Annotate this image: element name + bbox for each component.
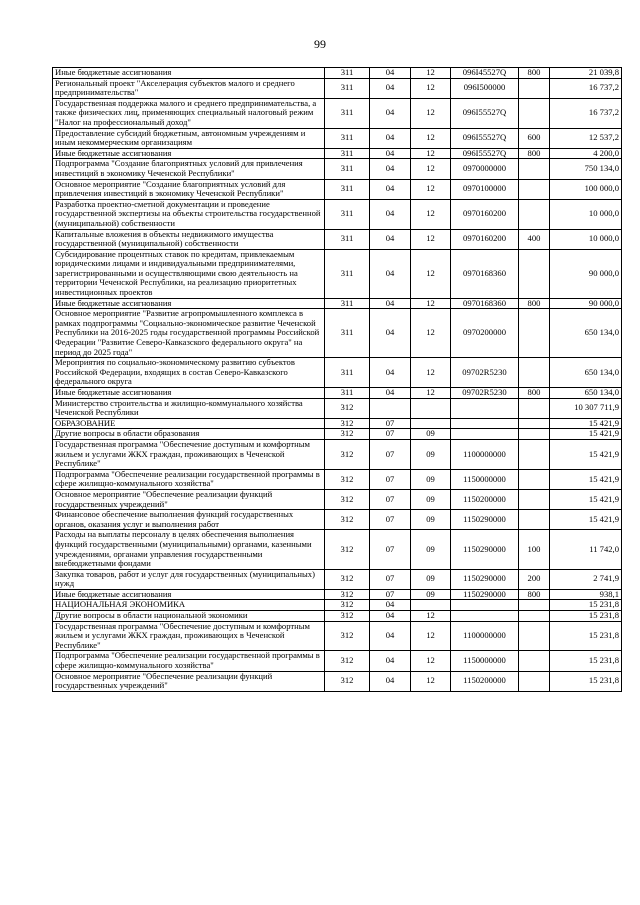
row-name: Министерство строительства и жилищно-коммунального хозяйства Чеченской Республики <box>53 398 325 418</box>
expense-type-code <box>519 429 550 440</box>
ved-code: 312 <box>325 611 370 622</box>
amount: 650 134,0 <box>550 388 622 399</box>
expense-type-code: 600 <box>519 128 550 148</box>
ved-code: 312 <box>325 439 370 469</box>
target-article-code: 0970200000 <box>451 309 519 358</box>
amount: 650 134,0 <box>550 309 622 358</box>
subsection-code: 12 <box>411 199 451 229</box>
section-code: 04 <box>370 68 411 79</box>
subsection-code: 09 <box>411 439 451 469</box>
row-name: Другие вопросы в области национальной экономики <box>53 611 325 622</box>
row-name: Подпрограмма "Обеспечение реализации государственной программы в сфере жилищно-коммунального хозяйства" <box>53 469 325 489</box>
target-article-code: 1150200000 <box>451 489 519 509</box>
subsection-code: 12 <box>411 159 451 179</box>
section-code: 04 <box>370 388 411 399</box>
table-row <box>53 199 622 229</box>
expense-type-code <box>519 309 550 358</box>
amount: 10 307 711,9 <box>550 398 622 418</box>
amount: 15 421,9 <box>550 418 622 429</box>
section-code: 07 <box>370 439 411 469</box>
target-article-code: 1150000000 <box>451 651 519 671</box>
table-row <box>53 78 622 98</box>
target-article-code: 0970160200 <box>451 229 519 249</box>
ved-code: 312 <box>325 569 370 589</box>
expense-type-code <box>519 398 550 418</box>
expense-type-code <box>519 358 550 388</box>
subsection-code: 12 <box>411 621 451 651</box>
expense-type-code: 800 <box>519 148 550 159</box>
amount: 16 737,2 <box>550 98 622 128</box>
section-code: 07 <box>370 569 411 589</box>
amount: 4 200,0 <box>550 148 622 159</box>
target-article-code: 096I45527Q <box>451 68 519 79</box>
row-name: Государственная поддержка малого и среднего предпринимательства, а также физических лиц, применяющих специальный налоговый режим "Налог на профессиональный доход" <box>53 98 325 128</box>
row-name: Финансовое обеспечение выполнения функций государственных органов, оказания услуг и выполнения работ <box>53 510 325 530</box>
ved-code: 312 <box>325 429 370 440</box>
amount: 11 742,0 <box>550 530 622 569</box>
expense-type-code: 800 <box>519 298 550 309</box>
amount: 15 231,8 <box>550 600 622 611</box>
subsection-code: 12 <box>411 249 451 298</box>
expense-type-code <box>519 159 550 179</box>
expense-type-code <box>519 78 550 98</box>
amount: 16 737,2 <box>550 78 622 98</box>
section-code: 04 <box>370 621 411 651</box>
ved-code: 312 <box>325 651 370 671</box>
subsection-code: 12 <box>411 358 451 388</box>
ved-code: 311 <box>325 159 370 179</box>
expense-type-code: 800 <box>519 388 550 399</box>
amount: 650 134,0 <box>550 358 622 388</box>
section-code: 04 <box>370 98 411 128</box>
subsection-code: 09 <box>411 429 451 440</box>
subsection-code <box>411 600 451 611</box>
amount: 15 231,8 <box>550 621 622 651</box>
amount: 15 421,9 <box>550 439 622 469</box>
target-article-code: 09702R5230 <box>451 358 519 388</box>
target-article-code: 1150290000 <box>451 530 519 569</box>
table-row <box>53 159 622 179</box>
section-code: 04 <box>370 600 411 611</box>
expense-type-code: 200 <box>519 569 550 589</box>
amount: 2 741,9 <box>550 569 622 589</box>
subsection-code: 12 <box>411 671 451 691</box>
table-row <box>53 68 622 79</box>
ved-code: 311 <box>325 98 370 128</box>
row-name: Государственная программа "Обеспечение доступным и комфортным жильем и услугами ЖКХ граждан, проживающих в Чеченской Республике" <box>53 621 325 651</box>
table-row <box>53 611 622 622</box>
table-row <box>53 148 622 159</box>
section-code: 07 <box>370 530 411 569</box>
section-code: 04 <box>370 298 411 309</box>
amount: 90 000,0 <box>550 249 622 298</box>
row-name: Субсидирование процентных ставок по кредитам, привлекаемым юридическими лицами и индивидуальными предпринимателями, зарегистрированными и осуществляющими свою деятельность на территории Чеченской Республики, на реализацию приоритетных инвестиционных проектов <box>53 249 325 298</box>
expense-type-code <box>519 179 550 199</box>
subsection-code: 12 <box>411 179 451 199</box>
table-row <box>53 388 622 399</box>
ved-code: 311 <box>325 199 370 229</box>
table-row <box>53 530 622 569</box>
amount: 15 231,8 <box>550 611 622 622</box>
row-name: Капитальные вложения в объекты недвижимого имущества государственной (муниципальной) собственности <box>53 229 325 249</box>
expense-type-code <box>519 489 550 509</box>
ved-code: 312 <box>325 398 370 418</box>
target-article-code: 1150290000 <box>451 589 519 600</box>
expense-type-code <box>519 199 550 229</box>
table-row <box>53 358 622 388</box>
row-name: Иные бюджетные ассигнования <box>53 388 325 399</box>
subsection-code <box>411 418 451 429</box>
target-article-code <box>451 418 519 429</box>
target-article-code: 1100000000 <box>451 439 519 469</box>
expense-type-code <box>519 469 550 489</box>
expense-type-code <box>519 418 550 429</box>
ved-code: 311 <box>325 128 370 148</box>
subsection-code: 12 <box>411 78 451 98</box>
subsection-code: 09 <box>411 589 451 600</box>
page-number: 99 <box>314 37 326 51</box>
amount: 100 000,0 <box>550 179 622 199</box>
target-article-code: 0970100000 <box>451 179 519 199</box>
amount: 15 421,9 <box>550 429 622 440</box>
row-name: Закупка товаров, работ и услуг для государственных (муниципальных) нужд <box>53 569 325 589</box>
amount: 938,1 <box>550 589 622 600</box>
ved-code: 311 <box>325 249 370 298</box>
amount: 15 231,8 <box>550 651 622 671</box>
row-name: НАЦИОНАЛЬНАЯ ЭКОНОМИКА <box>53 600 325 611</box>
target-article-code: 1150000000 <box>451 469 519 489</box>
target-article-code: 0970168360 <box>451 298 519 309</box>
section-code <box>370 398 411 418</box>
ved-code: 312 <box>325 418 370 429</box>
row-name: Другие вопросы в области образования <box>53 429 325 440</box>
subsection-code: 12 <box>411 611 451 622</box>
subsection-code: 12 <box>411 298 451 309</box>
row-name: ОБРАЗОВАНИЕ <box>53 418 325 429</box>
table-row <box>53 309 622 358</box>
amount: 750 134,0 <box>550 159 622 179</box>
ved-code: 311 <box>325 68 370 79</box>
subsection-code: 09 <box>411 530 451 569</box>
table-row <box>53 398 622 418</box>
section-code: 04 <box>370 199 411 229</box>
ved-code: 311 <box>325 229 370 249</box>
table-row <box>53 651 622 671</box>
row-name: Иные бюджетные ассигнования <box>53 148 325 159</box>
ved-code: 311 <box>325 388 370 399</box>
table-row <box>53 229 622 249</box>
subsection-code: 12 <box>411 68 451 79</box>
amount: 15 421,9 <box>550 469 622 489</box>
table-row <box>53 179 622 199</box>
expense-type-code <box>519 98 550 128</box>
table-row <box>53 600 622 611</box>
section-code: 04 <box>370 671 411 691</box>
subsection-code: 12 <box>411 651 451 671</box>
table-row <box>53 469 622 489</box>
target-article-code: 1100000000 <box>451 621 519 651</box>
section-code: 04 <box>370 249 411 298</box>
subsection-code: 12 <box>411 388 451 399</box>
ved-code: 312 <box>325 510 370 530</box>
row-name: Подпрограмма "Обеспечение реализации государственной программы в сфере жилищно-коммунального хозяйства" <box>53 651 325 671</box>
subsection-code <box>411 398 451 418</box>
section-code: 04 <box>370 358 411 388</box>
ved-code: 312 <box>325 469 370 489</box>
row-name: Расходы на выплаты персоналу в целях обеспечения выполнения функций государственными (муниципальными) органами, казенными учреждениями, органами управления государственными внебюджетными фондами <box>53 530 325 569</box>
amount: 15 421,9 <box>550 510 622 530</box>
ved-code: 311 <box>325 179 370 199</box>
ved-code: 312 <box>325 621 370 651</box>
section-code: 04 <box>370 611 411 622</box>
expense-type-code <box>519 600 550 611</box>
table-row <box>53 510 622 530</box>
expense-type-code <box>519 621 550 651</box>
amount: 10 000,0 <box>550 199 622 229</box>
target-article-code: 096I55527Q <box>451 98 519 128</box>
row-name: Основное мероприятие "Обеспечение реализации функций государственных учреждений" <box>53 671 325 691</box>
row-name: Региональный проект "Акселерация субъектов малого и среднего предпринимательства" <box>53 78 325 98</box>
subsection-code: 12 <box>411 229 451 249</box>
table-row <box>53 429 622 440</box>
ved-code: 311 <box>325 78 370 98</box>
row-name: Иные бюджетные ассигнования <box>53 589 325 600</box>
subsection-code: 12 <box>411 309 451 358</box>
expense-type-code: 800 <box>519 68 550 79</box>
amount: 10 000,0 <box>550 229 622 249</box>
row-name: Основное мероприятие "Создание благоприятных условий для привлечения инвестиций в экономику Чеченской Республики" <box>53 179 325 199</box>
subsection-code: 12 <box>411 128 451 148</box>
row-name: Основное мероприятие "Обеспечение реализации функций государственных учреждений" <box>53 489 325 509</box>
section-code: 07 <box>370 418 411 429</box>
expense-type-code <box>519 651 550 671</box>
amount: 21 039,8 <box>550 68 622 79</box>
table-row <box>53 249 622 298</box>
target-article-code: 09702R5230 <box>451 388 519 399</box>
target-article-code: 0970160200 <box>451 199 519 229</box>
ved-code: 312 <box>325 600 370 611</box>
expense-type-code <box>519 611 550 622</box>
section-code: 04 <box>370 159 411 179</box>
ved-code: 312 <box>325 589 370 600</box>
target-article-code <box>451 398 519 418</box>
target-article-code <box>451 611 519 622</box>
row-name: Предоставление субсидий бюджетным, автономным учреждениям и иным некоммерческим организациям <box>53 128 325 148</box>
expense-type-code: 100 <box>519 530 550 569</box>
target-article-code: 1150290000 <box>451 510 519 530</box>
section-code: 07 <box>370 489 411 509</box>
ved-code: 312 <box>325 489 370 509</box>
table-row <box>53 439 622 469</box>
ved-code: 312 <box>325 671 370 691</box>
budget-table <box>52 67 622 692</box>
subsection-code: 09 <box>411 510 451 530</box>
ved-code: 311 <box>325 358 370 388</box>
section-code: 07 <box>370 589 411 600</box>
table-row <box>53 128 622 148</box>
target-article-code: 1150290000 <box>451 569 519 589</box>
subsection-code: 09 <box>411 569 451 589</box>
subsection-code: 09 <box>411 469 451 489</box>
table-row <box>53 418 622 429</box>
target-article-code <box>451 600 519 611</box>
row-name: Иные бюджетные ассигнования <box>53 68 325 79</box>
target-article-code: 0970168360 <box>451 249 519 298</box>
amount: 90 000,0 <box>550 298 622 309</box>
section-code: 04 <box>370 78 411 98</box>
target-article-code: 0970000000 <box>451 159 519 179</box>
amount: 12 537,2 <box>550 128 622 148</box>
row-name: Подпрограмма "Создание благоприятных условий для привлечения инвестиций в экономику Чеченской Республики" <box>53 159 325 179</box>
expense-type-code <box>519 510 550 530</box>
section-code: 04 <box>370 651 411 671</box>
target-article-code: 096I55527Q <box>451 128 519 148</box>
expense-type-code: 400 <box>519 229 550 249</box>
table-row <box>53 489 622 509</box>
section-code: 04 <box>370 148 411 159</box>
ved-code: 312 <box>325 530 370 569</box>
table-row <box>53 98 622 128</box>
section-code: 04 <box>370 229 411 249</box>
section-code: 04 <box>370 309 411 358</box>
row-name: Государственная программа "Обеспечение доступным и комфортным жильем и услугами ЖКХ граждан, проживающих в Чеченской Республике" <box>53 439 325 469</box>
expense-type-code: 800 <box>519 589 550 600</box>
row-name: Иные бюджетные ассигнования <box>53 298 325 309</box>
section-code: 04 <box>370 179 411 199</box>
target-article-code: 1150200000 <box>451 671 519 691</box>
target-article-code: 096I55527Q <box>451 148 519 159</box>
target-article-code: 096I500000 <box>451 78 519 98</box>
target-article-code <box>451 429 519 440</box>
expense-type-code <box>519 671 550 691</box>
section-code: 07 <box>370 469 411 489</box>
section-code: 04 <box>370 128 411 148</box>
expense-type-code <box>519 439 550 469</box>
ved-code: 311 <box>325 298 370 309</box>
subsection-code: 12 <box>411 98 451 128</box>
subsection-code: 12 <box>411 148 451 159</box>
amount: 15 231,8 <box>550 671 622 691</box>
expense-type-code <box>519 249 550 298</box>
row-name: Основное мероприятие "Развитие агропромышленного комплекса в рамках подпрограммы "Социально-экономическое развитие Чеченской Республики на 2016-2025 годы государственной программы Российской Федерации "Развитие Северо-Кавказского федерального округа" на период до 2025 года" <box>53 309 325 358</box>
ved-code: 311 <box>325 309 370 358</box>
table-row <box>53 671 622 691</box>
table-row <box>53 298 622 309</box>
table-row <box>53 589 622 600</box>
section-code: 07 <box>370 510 411 530</box>
subsection-code: 09 <box>411 489 451 509</box>
row-name: Мероприятия по социально-экономическому развитию субъектов Российской Федерации, входящих в состав Северо-Кавказского федерального округа <box>53 358 325 388</box>
ved-code: 311 <box>325 148 370 159</box>
amount: 15 421,9 <box>550 489 622 509</box>
section-code: 07 <box>370 429 411 440</box>
table-row <box>53 569 622 589</box>
table-row <box>53 621 622 651</box>
row-name: Разработка проектно-сметной документации и проведение государственной экспертизы на объекты строительства государственной (муниципальной) собственности <box>53 199 325 229</box>
